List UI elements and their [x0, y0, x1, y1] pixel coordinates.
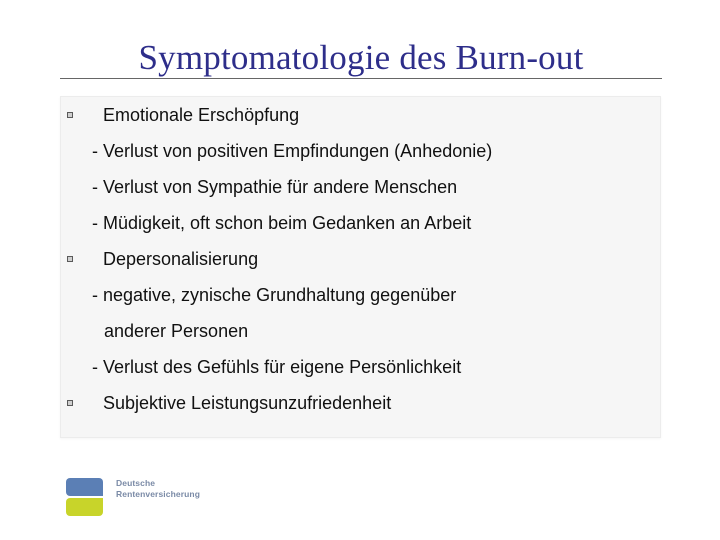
sub-point: - Verlust von positiven Empfindungen (Anhedonie): [92, 141, 493, 161]
bullet-label-performance-dissatisfaction: Subjektive Leistungsunzufriedenheit: [103, 393, 392, 413]
slide-title: Symptomatologie des Burn-out: [138, 38, 584, 77]
bullet-label-depersonalization: Depersonalisierung: [103, 249, 259, 269]
logo-blue-block: [66, 478, 103, 496]
bullet-square-icon: [67, 112, 73, 118]
logo-yellow-block: [66, 498, 103, 516]
title-divider: [60, 78, 662, 79]
sub-point: - Verlust des Gefühls für eigene Persönlichkeit: [92, 357, 462, 377]
sub-point-continuation: anderer Personen: [104, 321, 249, 341]
drv-logo-icon: [66, 478, 103, 516]
sub-point: - Müdigkeit, oft schon beim Gedanken an Arbeit: [92, 213, 472, 233]
logo-text-line2: Rentenversicherung: [116, 489, 200, 499]
sub-point: - negative, zynische Grundhaltung gegenüber: [92, 285, 457, 305]
logo-text-line1: Deutsche: [116, 478, 156, 488]
bullet-square-icon: [67, 256, 73, 262]
bullet-square-icon: [67, 400, 73, 406]
bullet-label-emotional-exhaustion: Emotionale Erschöpfung: [103, 105, 300, 125]
sub-point: - Verlust von Sympathie für andere Menschen: [92, 177, 458, 197]
